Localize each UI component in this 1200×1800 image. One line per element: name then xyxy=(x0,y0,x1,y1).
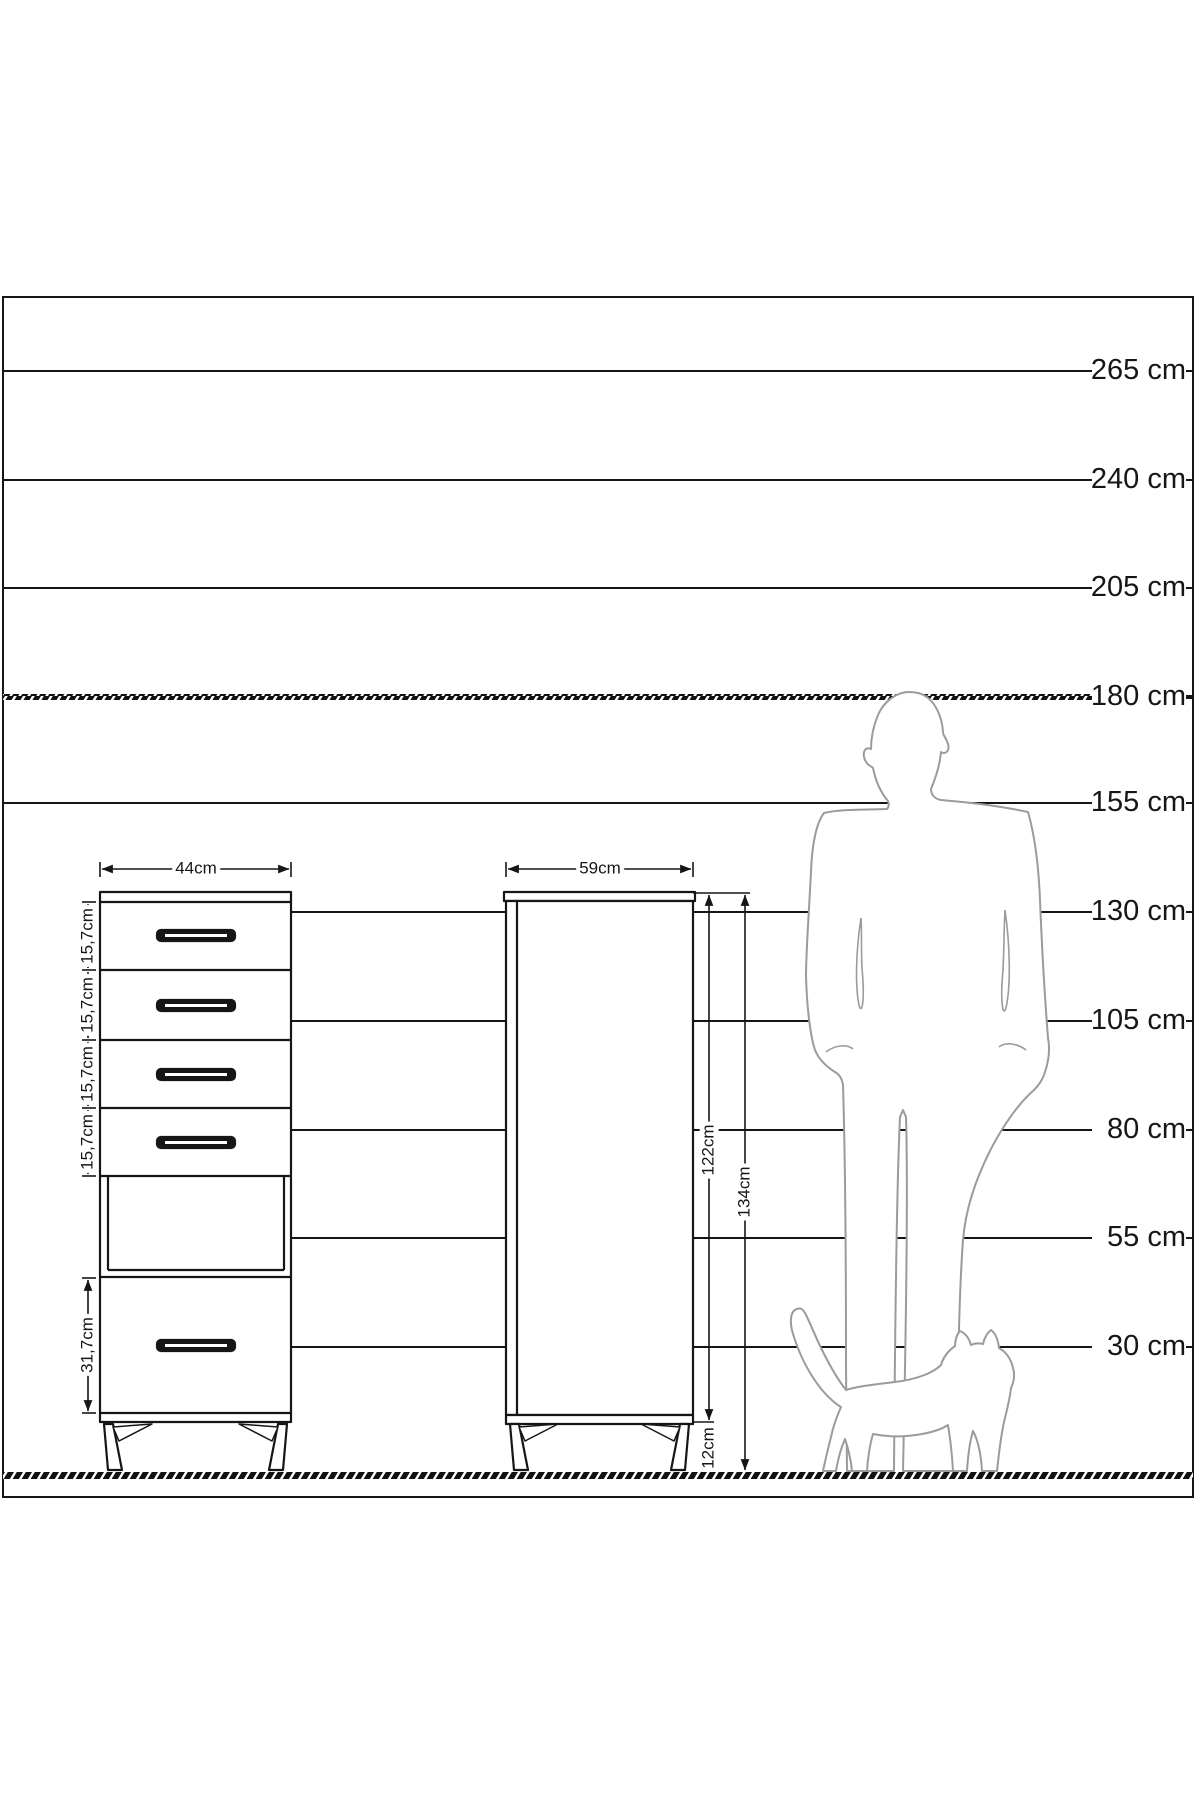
ruler-label-80: 80 cm xyxy=(1107,1112,1186,1145)
cabinet-width-label: 59cm xyxy=(576,860,624,879)
cat-silhouette xyxy=(791,1308,1014,1471)
cabinet-plinth xyxy=(506,1415,693,1424)
ruler-label-205: 205 cm xyxy=(1090,570,1186,603)
ruler-label-55: 55 cm xyxy=(1107,1220,1186,1253)
ruler-label-105: 105 cm xyxy=(1090,1003,1186,1036)
cabinet-total-height-label: 134cm xyxy=(736,1163,755,1220)
ruler-label-130: 130 cm xyxy=(1090,894,1186,927)
ruler-label-30: 30 cm xyxy=(1107,1329,1186,1362)
chest-width-label: 44cm xyxy=(172,860,220,879)
cabinet-leg-height-label: 12cm xyxy=(700,1424,719,1472)
floor-hatched-line xyxy=(3,1472,1193,1479)
man-silhouette xyxy=(806,692,1049,1471)
ruler-label-180: 180 cm xyxy=(1090,679,1186,712)
ruler-label-240: 240 cm xyxy=(1090,462,1186,495)
chest-drawer4-height-label: 15,7cm xyxy=(79,1111,98,1173)
cabinet-body xyxy=(506,901,693,1415)
chest-drawer2-height-label: 15,7cm xyxy=(79,974,98,1036)
chest-drawer1-height-label: 15,7cm xyxy=(79,905,98,967)
tall-cabinet xyxy=(504,892,695,1470)
ruler-label-155: 155 cm xyxy=(1090,785,1186,818)
cabinet-body-height-label: 122cm xyxy=(700,1121,719,1178)
chest-legs xyxy=(104,1424,287,1470)
chest-bottom-drawer-height-label: 31,7cm xyxy=(79,1314,98,1376)
cabinet-legs xyxy=(510,1424,689,1470)
ruler-label-265: 265 cm xyxy=(1090,353,1186,386)
chest-of-drawers xyxy=(100,892,291,1470)
chest-drawer3-height-label: 15,7cm xyxy=(79,1043,98,1105)
cabinet-top-panel xyxy=(504,892,695,901)
